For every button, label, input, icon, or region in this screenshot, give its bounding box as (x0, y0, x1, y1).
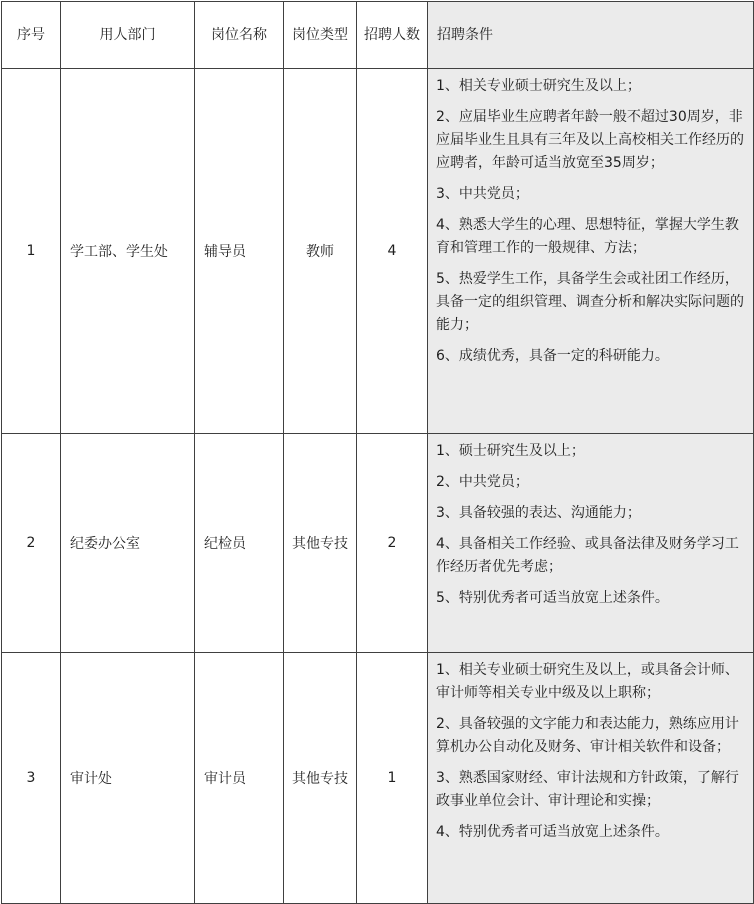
cell-department: 纪委办公室 (61, 434, 195, 653)
header-type: 岗位类型 (284, 2, 357, 69)
cell-type: 其他专技 (284, 653, 357, 904)
table-row (2, 653, 754, 904)
requirement-item: 2、应届毕业生应聘者年龄一般不超过30周岁，非应届毕业生且具有三年及以上高校相关工作经历的应聘者，年龄可适当放宽至35周岁； (436, 109, 744, 171)
requirement-item: 1、硕士研究生及以上； (436, 443, 585, 459)
cell-type: 教师 (284, 69, 357, 434)
table-row (2, 434, 754, 653)
cell-index: 2 (2, 434, 61, 653)
recruitment-table (1, 1, 754, 904)
header-count: 招聘人数 (357, 2, 428, 69)
requirement-item: 5、特别优秀者可适当放宽上述条件。 (436, 590, 669, 606)
cell-type: 其他专技 (284, 434, 357, 653)
requirement-item: 6、成绩优秀，具备一定的科研能力。 (436, 348, 669, 364)
header-department: 用人部门 (61, 2, 195, 69)
requirement-item: 4、熟悉大学生的心理、思想特征，掌握大学生教育和管理工作的一般规律、方法； (436, 217, 739, 256)
cell-position: 纪检员 (195, 434, 284, 653)
requirement-item: 3、中共党员； (436, 186, 529, 202)
cell-index: 1 (2, 69, 61, 434)
header-row (2, 2, 754, 69)
cell-position: 审计员 (195, 653, 284, 904)
cell-count: 1 (357, 653, 428, 904)
header-index: 序号 (2, 2, 61, 69)
requirement-item: 2、具备较强的文字能力和表达能力，熟练应用计算机办公自动化及财务、审计相关软件和设备； (436, 716, 739, 755)
cell-requirements (428, 69, 754, 434)
requirement-item: 1、相关专业硕士研究生及以上，或具备会计师、审计师等相关专业中级及以上职称； (436, 662, 739, 701)
cell-department: 学工部、学生处 (61, 69, 195, 434)
requirement-item: 3、熟悉国家财经、审计法规和方针政策，了解行政事业单位会计、审计理论和实操； (436, 770, 739, 809)
table-row (2, 69, 754, 434)
cell-position: 辅导员 (195, 69, 284, 434)
requirement-item: 3、具备较强的表达、沟通能力； (436, 505, 641, 521)
requirement-item: 2、中共党员； (436, 474, 529, 490)
cell-requirements (428, 653, 754, 904)
header-requirements: 招聘条件 (428, 2, 754, 69)
cell-index: 3 (2, 653, 61, 904)
cell-department: 审计处 (61, 653, 195, 904)
requirement-item: 4、具备相关工作经验、或具备法律及财务学习工作经历者优先考虑； (436, 536, 739, 575)
cell-count: 4 (357, 69, 428, 434)
cell-count: 2 (357, 434, 428, 653)
header-position: 岗位名称 (195, 2, 284, 69)
requirement-item: 5、热爱学生工作，具备学生会或社团工作经历，具备一定的组织管理、调查分析和解决实际问题的能力； (436, 271, 744, 333)
requirement-item: 1、相关专业硕士研究生及以上； (436, 78, 641, 94)
cell-requirements (428, 434, 754, 653)
requirement-item: 4、特别优秀者可适当放宽上述条件。 (436, 824, 669, 840)
